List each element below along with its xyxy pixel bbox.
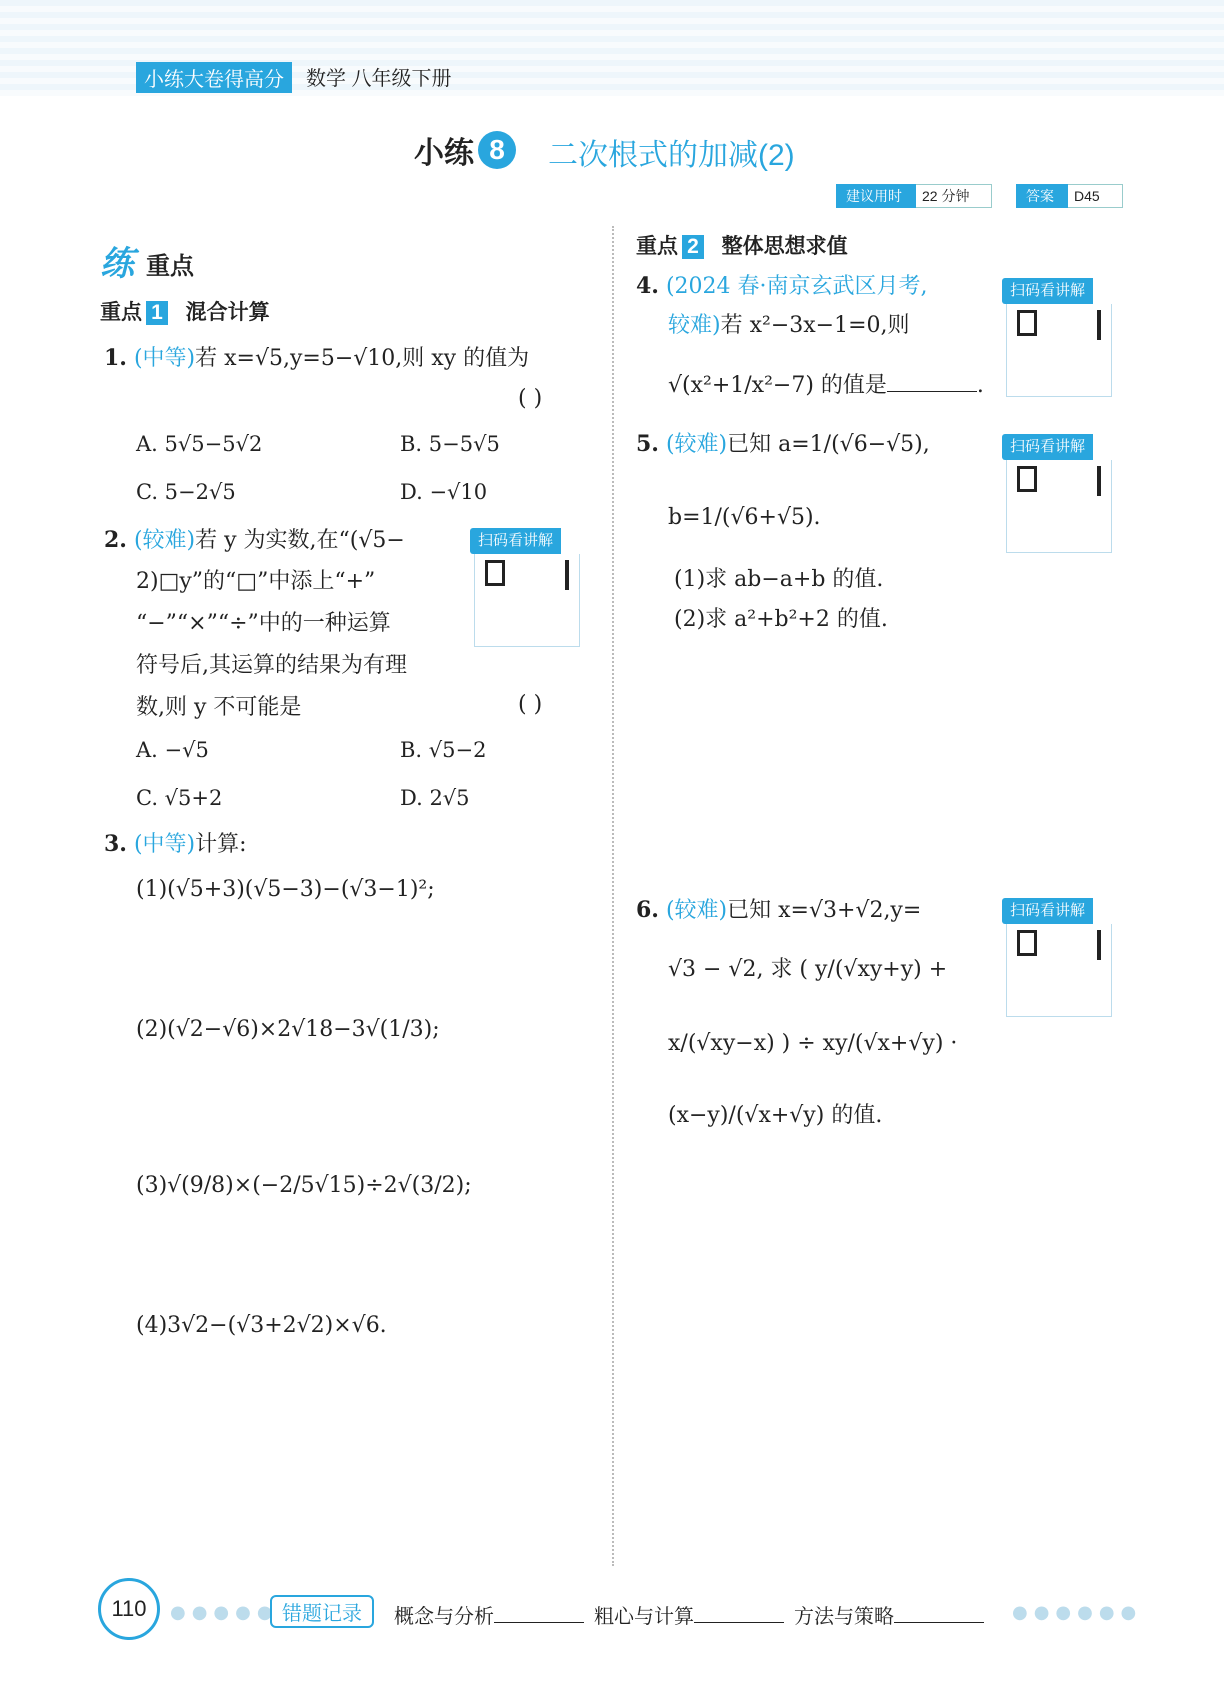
lian-mark: 练 [100, 244, 134, 284]
q5-part-1: (1)求 ab−a+b 的值. [674, 567, 884, 592]
q3-text: 计算: [195, 832, 247, 857]
keypoint-2-heading [636, 230, 848, 260]
q2-level: (较难) [133, 528, 196, 553]
kp1-num: 1 [146, 301, 168, 325]
footer-item-1-label: 概念与分析 [394, 1606, 494, 1628]
q2-line-5: 数,则 y 不可能是 [136, 695, 302, 720]
q2-option-d[interactable]: D. 2√5 [400, 786, 470, 810]
q3-part-1: (1)(√5+3)(√5−3)−(√3−1)²; [136, 877, 435, 902]
q4-line-3 [668, 366, 984, 406]
column-divider [612, 226, 614, 1566]
footer-dots-left: ●●●●● [170, 1602, 279, 1623]
title-number-badge: 8 [478, 131, 516, 169]
q4-text2: √(x²+1/x²−7) 的值是 [668, 373, 887, 398]
q3-part-3: (3)√(9/8)×(−2/5√15)÷2√(3/2); [136, 1173, 472, 1198]
q4-line-2 [668, 306, 910, 346]
time-label: 建议用时 [836, 184, 916, 208]
q1-text: 若 x=√5,y=5−√10,则 xy 的值为 [195, 346, 530, 371]
footer-blank-2[interactable] [694, 1622, 784, 1623]
q4-answer-blank[interactable] [887, 391, 977, 392]
q1-option-c[interactable]: C. 5−2√5 [136, 480, 236, 504]
q6-qr-code-icon[interactable] [1006, 924, 1112, 1017]
answer-label: 答案 [1016, 184, 1068, 208]
q1-stem [104, 338, 529, 379]
q2-option-c[interactable]: C. √5+2 [136, 786, 223, 810]
q2-option-b[interactable]: B. √5−2 [400, 738, 487, 762]
q4-level: (2024 春·南京玄武区月考, [665, 274, 928, 299]
q6-qr-button[interactable]: 扫码看讲解 [1002, 898, 1093, 924]
q3-level: (中等) [133, 832, 196, 857]
footer-item-2-label: 粗心与计算 [594, 1606, 694, 1628]
q6-text2: √3 − √2, 求 ( y/(√xy+y) + [668, 957, 948, 982]
q6-text3: x/(√xy−x) ) ÷ xy/(√x+√y) · [668, 1031, 958, 1056]
page-number: 110 [98, 1578, 160, 1640]
kp1-label: 重点 [100, 301, 142, 324]
q3-part-4: (4)3√2−(√3+2√2)×√6. [136, 1313, 387, 1338]
q2-qr-button[interactable]: 扫码看讲解 [470, 528, 561, 554]
footer-item-3-label: 方法与策略 [794, 1606, 894, 1628]
q1-answer-paren[interactable]: ( ) [518, 386, 543, 411]
error-record-label: 错题记录 [270, 1595, 374, 1628]
q1-num: 1. [104, 345, 127, 371]
section-heading: 重点 [146, 251, 194, 280]
brand-label: 小练大卷得高分 [136, 62, 292, 93]
time-value: 22 分钟 [916, 184, 992, 208]
q5-stem [636, 424, 930, 465]
time-tag [836, 184, 992, 208]
q4-end: . [976, 373, 984, 398]
q6-text4: (x−y)/(√x+√y) 的值. [668, 1103, 883, 1128]
q2-num: 2. [104, 527, 127, 553]
title-word: 小练 [414, 137, 474, 170]
q5-text: 已知 a=1/(√6−√5), [727, 432, 930, 457]
q1-option-d[interactable]: D. −√10 [400, 480, 488, 504]
q3-num: 3. [104, 831, 127, 857]
q4-qr-code-icon[interactable] [1006, 304, 1112, 397]
q5-part-2: (2)求 a²+b²+2 的值. [674, 607, 888, 632]
q2-line-3: “−”“×”“÷”中的一种运算 [136, 611, 391, 636]
q4-stem [636, 266, 928, 307]
q5-num: 5. [636, 431, 659, 457]
q5-level: (较难) [665, 432, 728, 457]
kp2-num: 2 [682, 235, 704, 259]
footer-item-1 [394, 1600, 584, 1629]
q6-text: 已知 x=√3+√2,y= [727, 898, 922, 923]
q2-answer-paren[interactable]: ( ) [518, 692, 543, 717]
q2-qr-code-icon[interactable] [474, 554, 580, 647]
kp1-title: 混合计算 [185, 301, 270, 324]
q1-level: (中等) [133, 346, 196, 371]
q2-option-a[interactable]: A. −√5 [136, 738, 209, 762]
footer-blank-1[interactable] [494, 1622, 584, 1623]
kp2-title: 整体思想求值 [721, 235, 848, 258]
q6-num: 6. [636, 897, 659, 923]
q1-option-b[interactable]: B. 5−5√5 [400, 432, 500, 456]
q4-qr-button[interactable]: 扫码看讲解 [1002, 278, 1093, 304]
q6-stem [636, 890, 921, 931]
q4-num: 4. [636, 273, 659, 299]
answer-tag [1016, 184, 1123, 208]
answer-value: D45 [1068, 184, 1123, 208]
footer-blank-3[interactable] [894, 1622, 984, 1623]
footer-dots-right: ●●●●●● [1012, 1602, 1143, 1623]
q2-line-1: 若 y 为实数,在“(√5− [195, 528, 405, 553]
page-title: 二次根式的加减(2) [548, 139, 795, 172]
q6-level: (较难) [665, 898, 728, 923]
footer-item-3 [794, 1600, 984, 1629]
q5-qr-code-icon[interactable] [1006, 460, 1112, 553]
q5-qr-button[interactable]: 扫码看讲解 [1002, 434, 1093, 460]
q4-text: 若 x²−3x−1=0,则 [720, 313, 910, 338]
q2-line-4: 符号后,其运算的结果为有理 [136, 653, 407, 678]
q3-part-2: (2)(√2−√6)×2√18−3√(1/3); [136, 1017, 440, 1042]
q4-level2: 较难) [668, 313, 721, 338]
q2-line-2: 2)□y”的“□”中添上“+” [136, 569, 376, 594]
q1-option-a[interactable]: A. 5√5−5√2 [136, 432, 263, 456]
keypoint-1-heading [100, 296, 270, 326]
subject-label: 数学 八年级下册 [306, 68, 452, 90]
kp2-label: 重点 [636, 235, 678, 258]
footer-item-2 [594, 1600, 784, 1629]
q5-text2: b=1/(√6+√5). [668, 505, 821, 530]
q3-stem [104, 824, 247, 865]
q2-stem [104, 520, 444, 561]
